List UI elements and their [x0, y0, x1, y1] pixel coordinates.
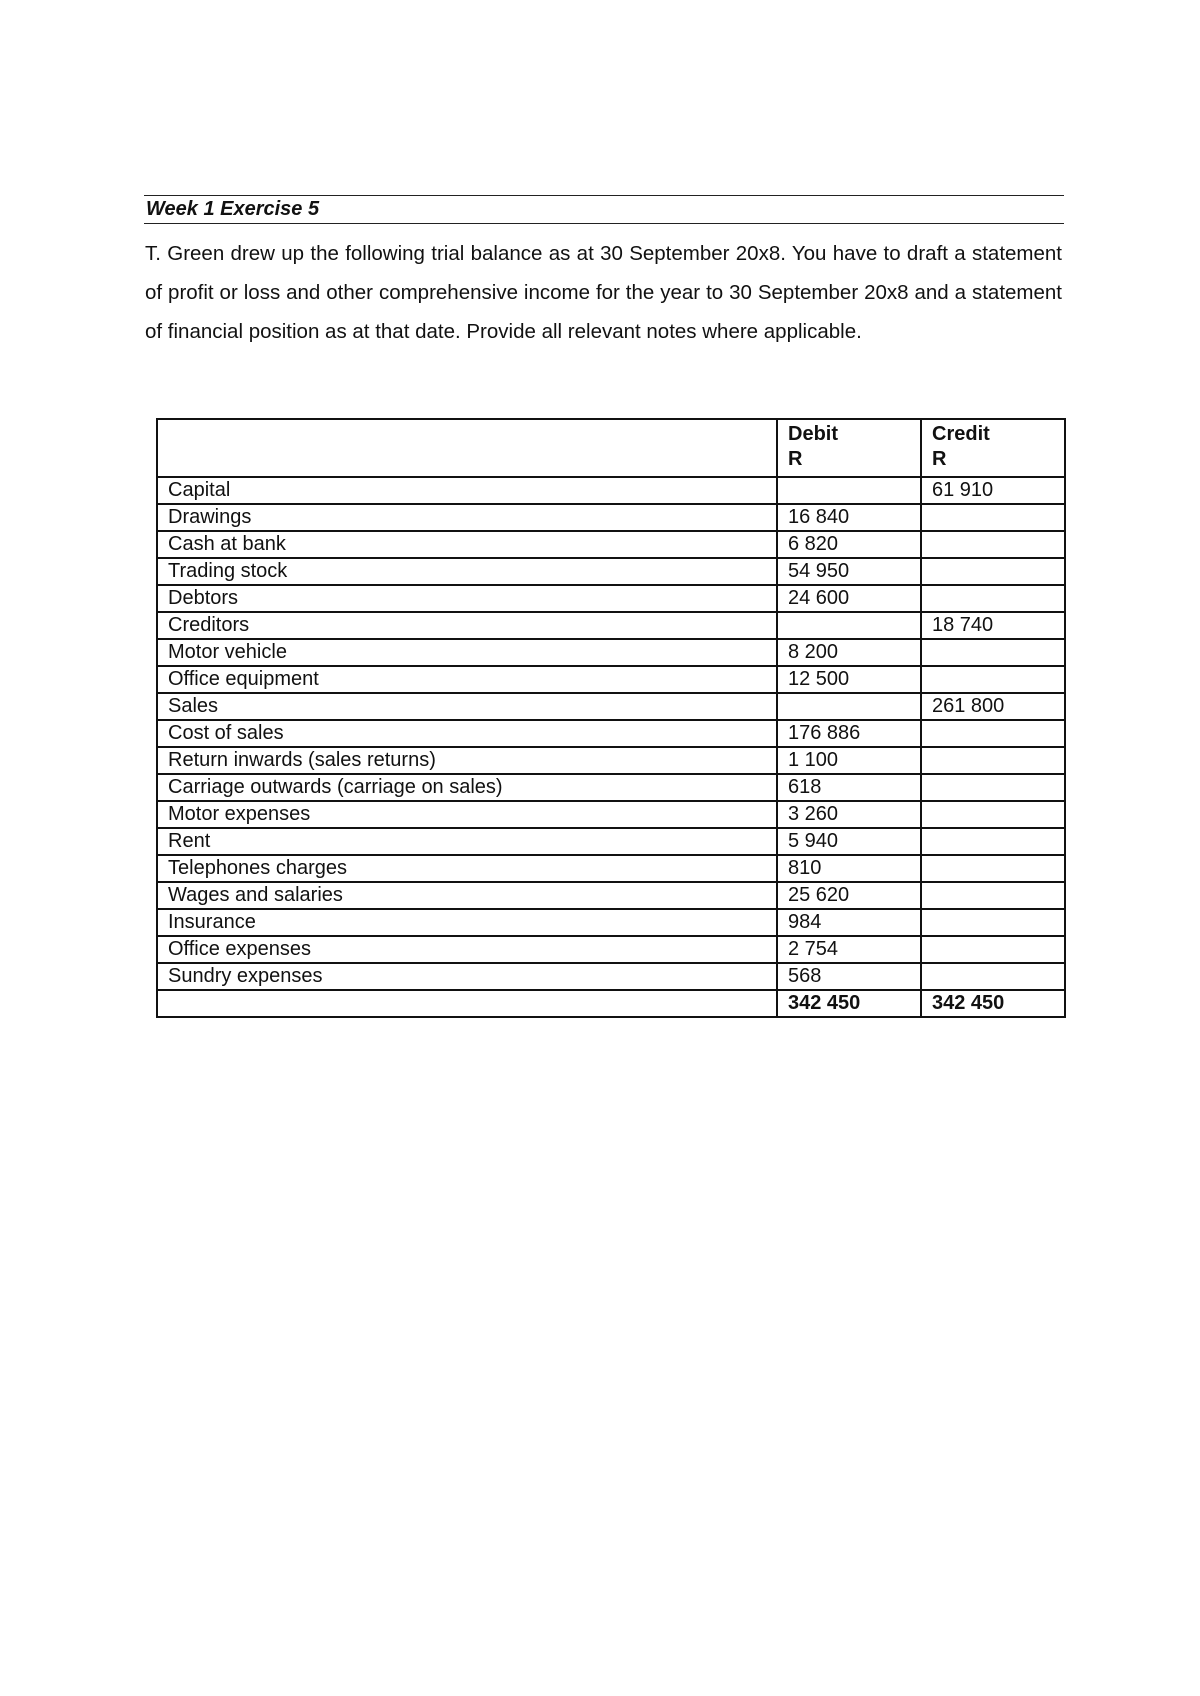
- debit-cell: 8 200: [777, 639, 921, 666]
- debit-cell: 54 950: [777, 558, 921, 585]
- table-row: [157, 855, 1065, 882]
- table-row: [157, 747, 1065, 774]
- account-cell: Rent: [157, 828, 777, 855]
- table-row: [157, 504, 1065, 531]
- debit-cell: 984: [777, 909, 921, 936]
- debit-cell: 3 260: [777, 801, 921, 828]
- total-credit-cell: 342 450: [921, 990, 1065, 1017]
- header-account: [157, 419, 777, 477]
- totals-label-cell: [157, 990, 777, 1017]
- debit-cell: 25 620: [777, 882, 921, 909]
- table-row: [157, 936, 1065, 963]
- table-row: [157, 666, 1065, 693]
- debit-cell: 2 754: [777, 936, 921, 963]
- table-row: [157, 882, 1065, 909]
- exercise-heading: Week 1 Exercise 5: [146, 198, 320, 220]
- debit-cell: 176 886: [777, 720, 921, 747]
- account-cell: Cash at bank: [157, 531, 777, 558]
- account-cell: Capital: [157, 477, 777, 504]
- table-row: [157, 963, 1065, 990]
- credit-cell: [921, 639, 1065, 666]
- debit-cell: 5 940: [777, 828, 921, 855]
- account-cell: Sales: [157, 693, 777, 720]
- account-cell: Office equipment: [157, 666, 777, 693]
- table-row: [157, 531, 1065, 558]
- account-cell: Carriage outwards (carriage on sales): [157, 774, 777, 801]
- debit-cell: 12 500: [777, 666, 921, 693]
- credit-cell: [921, 747, 1065, 774]
- credit-cell: [921, 936, 1065, 963]
- debit-cell: 24 600: [777, 585, 921, 612]
- debit-cell: [777, 477, 921, 504]
- trial-balance-table: [156, 418, 1066, 1018]
- header-credit-unit: R: [932, 448, 947, 470]
- debit-cell: 1 100: [777, 747, 921, 774]
- credit-cell: [921, 774, 1065, 801]
- credit-cell: 18 740: [921, 612, 1065, 639]
- header-debit: [777, 419, 921, 477]
- credit-cell: [921, 504, 1065, 531]
- credit-cell: [921, 963, 1065, 990]
- table-row: [157, 585, 1065, 612]
- debit-cell: 16 840: [777, 504, 921, 531]
- account-cell: Motor vehicle: [157, 639, 777, 666]
- header-debit-unit: R: [788, 448, 803, 470]
- credit-cell: [921, 720, 1065, 747]
- header-debit-label: Debit: [788, 423, 838, 445]
- debit-cell: [777, 693, 921, 720]
- table-body: [157, 477, 1065, 1017]
- account-cell: Wages and salaries: [157, 882, 777, 909]
- table-row: [157, 720, 1065, 747]
- table-header-row: [157, 419, 1065, 477]
- header-credit: [921, 419, 1065, 477]
- table-row: [157, 828, 1065, 855]
- credit-cell: [921, 801, 1065, 828]
- account-cell: Motor expenses: [157, 801, 777, 828]
- header-credit-label: Credit: [932, 423, 990, 445]
- debit-cell: 810: [777, 855, 921, 882]
- heading-rule-box: [144, 195, 1064, 224]
- table-row: [157, 477, 1065, 504]
- exercise-instructions: T. Green drew up the following trial balance as at 30 September 20x8. You have to draft a statement of profit or loss and other comprehensive income for the year to 30 September 20x8 and a statement of financial position as at that date. Provide all relevant notes where applicable.: [145, 242, 1062, 343]
- table-row: [157, 774, 1065, 801]
- credit-cell: [921, 828, 1065, 855]
- account-cell: Sundry expenses: [157, 963, 777, 990]
- debit-cell: 6 820: [777, 531, 921, 558]
- account-cell: Cost of sales: [157, 720, 777, 747]
- account-cell: Office expenses: [157, 936, 777, 963]
- credit-cell: [921, 909, 1065, 936]
- credit-cell: [921, 558, 1065, 585]
- account-cell: Return inwards (sales returns): [157, 747, 777, 774]
- credit-cell: [921, 585, 1065, 612]
- table-row: [157, 909, 1065, 936]
- account-cell: Trading stock: [157, 558, 777, 585]
- credit-cell: [921, 531, 1065, 558]
- total-debit-cell: 342 450: [777, 990, 921, 1017]
- debit-cell: [777, 612, 921, 639]
- account-cell: Creditors: [157, 612, 777, 639]
- account-cell: Debtors: [157, 585, 777, 612]
- table-row: [157, 639, 1065, 666]
- credit-cell: 61 910: [921, 477, 1065, 504]
- table-row: [157, 693, 1065, 720]
- credit-cell: [921, 855, 1065, 882]
- credit-cell: 261 800: [921, 693, 1065, 720]
- credit-cell: [921, 666, 1065, 693]
- credit-cell: [921, 882, 1065, 909]
- account-cell: Drawings: [157, 504, 777, 531]
- account-cell: Insurance: [157, 909, 777, 936]
- table-row: [157, 801, 1065, 828]
- account-cell: Telephones charges: [157, 855, 777, 882]
- table-row: [157, 612, 1065, 639]
- table-row: [157, 558, 1065, 585]
- totals-row: [157, 990, 1065, 1017]
- debit-cell: 568: [777, 963, 921, 990]
- debit-cell: 618: [777, 774, 921, 801]
